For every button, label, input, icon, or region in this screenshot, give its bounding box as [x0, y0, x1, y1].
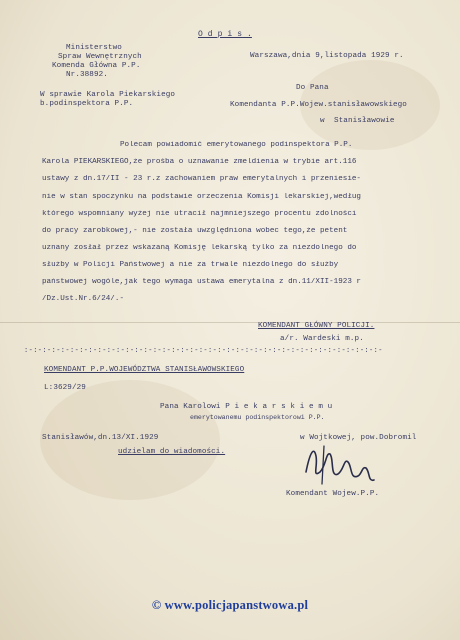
- recipient-line: w Stanisławowie: [320, 117, 395, 125]
- reference-number: L:3629/29: [44, 384, 86, 392]
- body-line: Karola PIEKARSKIEGO,że prośba o uznawanie zmeldienia w trybie art.116: [42, 158, 357, 166]
- note-line: udzielam do wiadomości.: [118, 448, 226, 456]
- document-title: O d p i s .: [198, 30, 252, 39]
- body-line: ustawy z dn.17/II - 23 r.z zachowaniem praw emerytalnych i przeniesie-: [42, 175, 361, 183]
- addressee-name: Pana Karolowi P i e k a r s k i e m u: [160, 403, 333, 411]
- place-date: Warszawa,dnia 9,listopada 1929 r.: [250, 52, 404, 60]
- body-line: do pracy zarobkowej,- nie została uwzględniona wobec tego,że petent: [42, 227, 348, 235]
- second-place-date: Stanisławów,dn.13/XI.1929: [42, 434, 159, 442]
- closing-signature: Komendant Wojew.P.P.: [286, 490, 380, 498]
- separator-line: :-:-:-:-:-:-:-:-:-:-:-:-:-:-:-:-:-:-:-:-:-:-:-:-:-:-:-:-:-:-:-:-:-:-:-:-:-:-:-: [24, 347, 383, 355]
- ministry-number: Nr.38892.: [66, 71, 108, 79]
- signatory-name: a/r. Wardeski m.p.: [280, 335, 364, 343]
- office-heading: KOMENDANT P.P.WOJEWÓDZTWA STANISŁAWOWSKIEGO: [44, 366, 245, 374]
- destination: w Wojtkowej, pow.Dobromil: [300, 434, 417, 442]
- matter-line: W sprawie Karola Piekarskiego: [40, 91, 176, 99]
- ministry-line: Ministerstwo: [66, 44, 122, 52]
- addressee-rank: emerytowanemu podinspektorowi P.P.: [190, 414, 325, 421]
- body-line: nie w stan spoczynku na podstawie orzeczenia Komisji lekarskiej,według: [42, 193, 361, 201]
- body-line: służby w Policji Państwowej a nie za trwale niezdolnego do służby: [42, 261, 339, 269]
- copyright-footer: © www.policjapanstwowa.pl: [151, 598, 309, 612]
- body-line: uznany zosłał przez wskazaną Komisję lekarską tylko za niezdolnego do: [42, 244, 357, 252]
- handwritten-signature: [300, 442, 380, 486]
- body-line: /Dz.Ust.Nr.6/24/.-: [42, 295, 125, 303]
- recipient-line: Komendanta P.P.Wojew.stanisławowskiego: [230, 101, 407, 109]
- body-line: państwowej wogóle,jak tego wymaga ustawa emerytalna z dn.11/XII-1923 r: [42, 278, 361, 286]
- matter-line: b.podinspektora P.P.: [40, 100, 134, 108]
- signatory-title: KOMENDANT GŁÓWNY POLICJI.: [258, 322, 375, 330]
- ministry-line: Spraw Wewnętrznych: [58, 53, 142, 61]
- fold-line: [0, 322, 460, 323]
- recipient-line: Do Pana: [296, 84, 329, 92]
- body-line: którego wspomniany wyżej nie utracił najmniejszego procentu zdolności: [42, 210, 357, 218]
- body-line: Polecam powiadomić emerytowanego podinspektora P.P.: [120, 141, 353, 149]
- ministry-line: Komenda Główna P.P.: [52, 62, 141, 70]
